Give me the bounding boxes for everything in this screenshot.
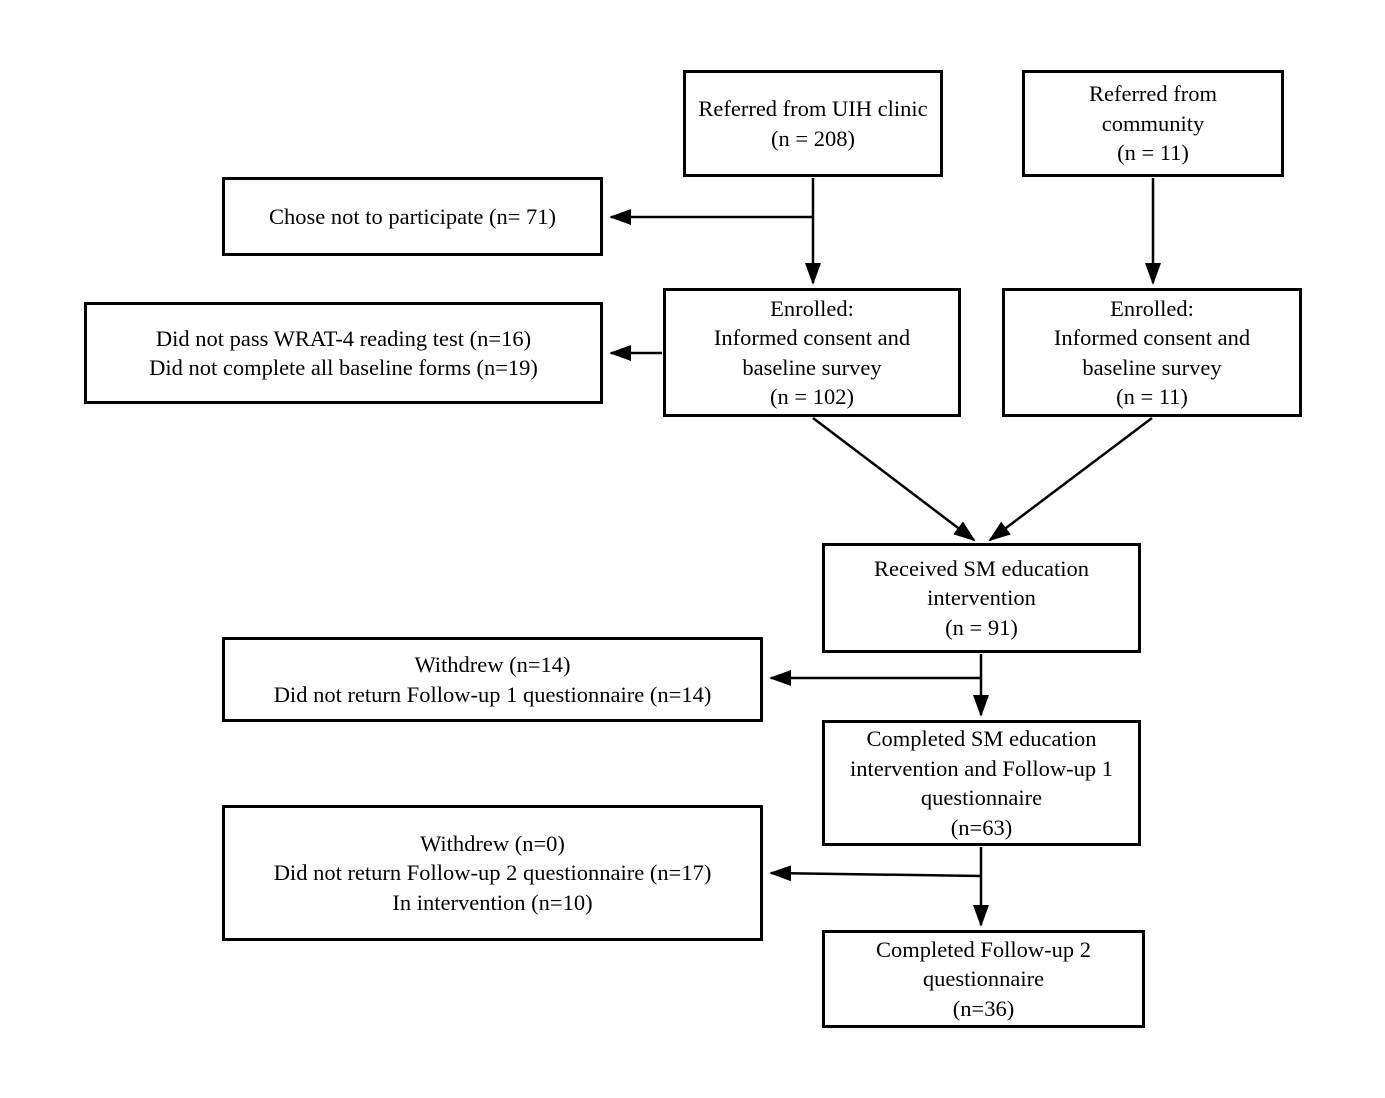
box-text-line: Did not return Follow-up 1 questionnaire (n=14): [273, 681, 712, 707]
box-enrolled-community: [1002, 288, 1302, 417]
box-withdrew-followup-1: [222, 637, 763, 722]
box-text-line: Did not complete all baseline forms (n=19): [149, 355, 538, 380]
arrow-enrolled-community-to-received: [990, 418, 1152, 540]
box-text-line: Received SM education: [874, 555, 1089, 581]
box-text-line: (n=63): [950, 814, 1013, 840]
box-text-line: intervention: [927, 585, 1036, 611]
box-text-line: (n = 102): [770, 384, 854, 409]
box-referred-community: [1022, 70, 1284, 177]
box-referred-uih-clinic: [683, 70, 943, 177]
box-completed-followup-1: [822, 720, 1141, 846]
box-text-line: (n = 11): [1117, 140, 1189, 166]
box-text-line: Referred from UIH clinic: [698, 96, 928, 121]
box-text-line: Did not pass WRAT-4 reading test (n=16): [155, 325, 532, 351]
box-text-line: Referred from: [1088, 81, 1218, 107]
box-text-line: baseline survey: [1082, 354, 1222, 380]
box-text-line: Chose not to participate (n= 71): [269, 203, 556, 229]
box-chose-not-to-participate: [222, 177, 603, 256]
box-text-line: Informed consent and: [1053, 325, 1251, 350]
arrow-enrolled-uih-to-received: [813, 418, 974, 540]
box-text-line: community: [1101, 110, 1205, 136]
box-text-line: Completed SM education: [866, 726, 1097, 751]
box-text-line: (n = 11): [1116, 384, 1188, 409]
box-received-sm-education: [822, 543, 1141, 653]
box-text-line: questionnaire: [920, 785, 1043, 810]
box-withdrew-followup-2: [222, 805, 763, 941]
box-text-line: (n = 208): [771, 125, 855, 151]
box-excluded-before-enrollment: [84, 302, 603, 404]
arrow-to-withdrew-f2: [771, 873, 981, 876]
box-text-line: intervention and Follow-up 1: [849, 755, 1114, 781]
box-text-line: Withdrew (n=14): [414, 652, 571, 677]
box-text-line: baseline survey: [742, 354, 882, 380]
box-text-line: Did not return Follow-up 2 questionnaire (n=17): [273, 860, 712, 886]
box-text-line: Withdrew (n=0): [420, 830, 565, 856]
box-text-line: Enrolled:: [1110, 295, 1194, 321]
box-text-line: Completed Follow-up 2: [876, 936, 1091, 962]
box-text-line: Informed consent and: [713, 325, 911, 350]
box-enrolled-uih: [663, 288, 961, 417]
box-text-line: In intervention (n=10): [392, 889, 593, 915]
box-text-line: Enrolled:: [770, 295, 854, 321]
box-completed-followup-2: [822, 930, 1145, 1028]
box-text-line: questionnaire: [922, 966, 1045, 992]
box-text-line: (n = 91): [945, 614, 1018, 640]
box-text-line: (n=36): [952, 995, 1015, 1021]
